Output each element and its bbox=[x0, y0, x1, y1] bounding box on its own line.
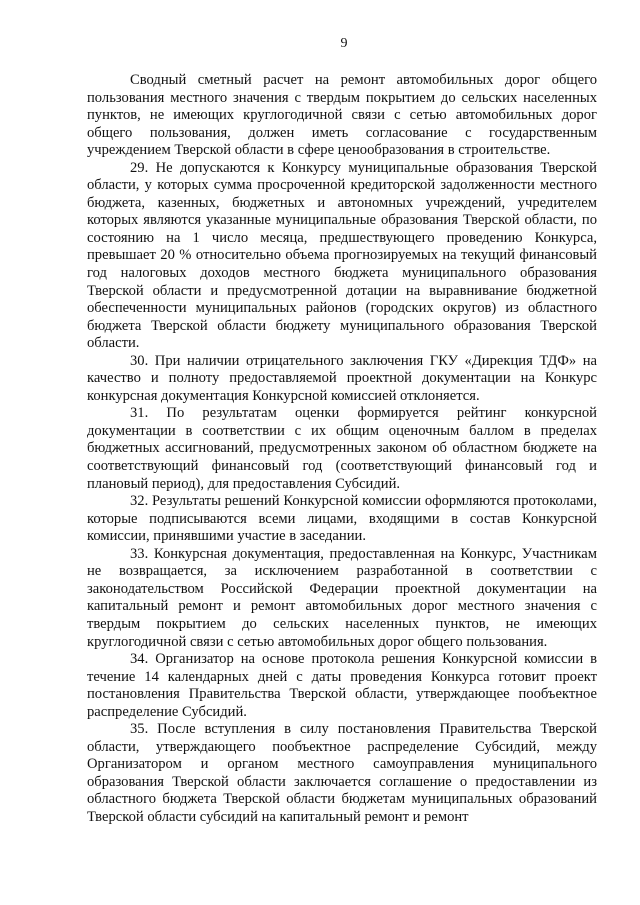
page-number: 9 bbox=[340, 36, 348, 51]
paragraph-35: 35. После вступления в силу постановления Правительства Тверской области, утверждающего пообъектное распределение Субсидий, между Организатором и органом местного самоуправления муниципального образования Тверской области заключается соглашение о предоставлении из областного бюджета Тверской области бюджетам муниципальных образований Тверской области субсидий на капитальный ремонт и ремонт bbox=[87, 721, 597, 825]
paragraph-34: 34. Организатор на основе протокола решения Конкурсной комиссии в течение 14 календарных дней с даты проведения Конкурса готовит проект постановления Правительства Тверской области, утверждающее пообъектное распределение Субсидий. bbox=[87, 651, 597, 720]
paragraph-31: 31. По результатам оценки формируется рейтинг конкурсной документации в соответствии с их общим оценочным баллом в пределах бюджетных ассигнований, предусмотренных законом об областном бюджете на соответствующий финансовый год (соответствующий финансовый год и плановый период), для предоставления Субсидий. bbox=[87, 405, 597, 492]
paragraph-30: 30. При наличии отрицательного заключения ГКУ «Дирекция ТДФ» на качество и полноту предоставляемой проектной документации на Конкурс конкурсная документация Конкурсной комиссией отклоняется. bbox=[87, 352, 597, 404]
paragraph-29: 29. Не допускаются к Конкурсу муниципальные образования Тверской области, у которых сумма просроченной кредиторской задолженности местного бюджета, казенных, бюджетных и автономных учреждений, учредителем которых являются указанные муниципальные образования Тверской области, по состоянию на 1 число месяца, предшествующего проведению Конкурса, превышает 20 % относительно объема прогнозируемых на текущий финансовый год налоговых доходов местного бюджета муниципального образования Тверской области и предусмотренной дотации на выравнивание бюджетной обеспеченности муниципальных районов (городских округов) из областного бюджета Тверской области бюджету муниципального образования Тверской области. bbox=[87, 159, 597, 352]
paragraph-estimate-approval: Сводный сметный расчет на ремонт автомобильных дорог общего пользования местного значения с твердым покрытием до сельских населенных пунктов, не имеющих круглогодичной связи с сетью автомобильных дорог общего пользования, должен иметь согласование с государственным учреждением Тверской области в сфере ценообразования в строительстве. bbox=[87, 72, 597, 159]
paragraph-32: 32. Результаты решений Конкурсной комиссии оформляются протоколами, которые подписываются всеми лицами, входящими в состав Конкурсной комиссии, принявшими участие в заседании. bbox=[87, 493, 597, 545]
paragraph-33: 33. Конкурсная документация, предоставленная на Конкурс, Участникам не возвращается, за исключением разработанной в соответствии с законодательством Российской Федерации проектной документации на капитальный ремонт и ремонт автомобильных дорог местного значения с твердым покрытием до сельских населенных пунктов, не имеющих круглогодичной связи с сетью автомобильных дорог общего пользования. bbox=[87, 545, 597, 650]
